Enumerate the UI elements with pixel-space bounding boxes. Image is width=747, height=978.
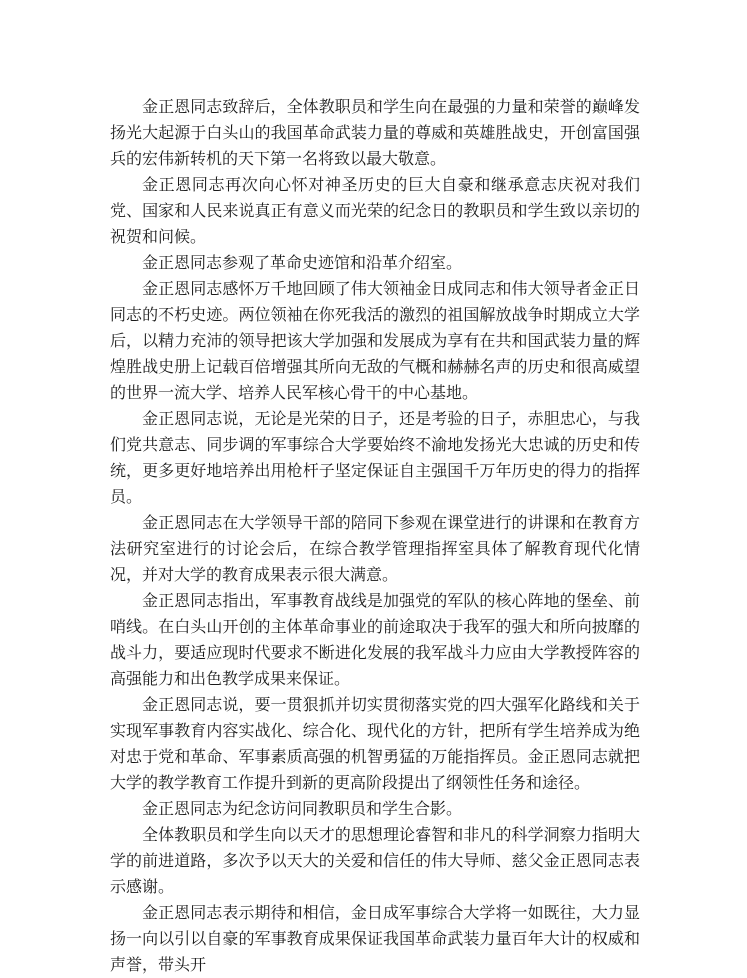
paragraph-4: 金正恩同志感怀万千地回顾了伟大领袖金日成同志和伟大领导者金正日同志的不朽史迹。两位领袖在你死我活的激烈的祖国解放战争时期成立大学后，以精力充沛的领导把该大学加强和发展成为享有在共和国武装力量的辉煌胜战史册上记载百倍增强其所向无敌的气概和赫赫名声的历史和很高威望的世界一流大学、培养人民军核心骨干的中心基地。	[110, 279, 640, 402]
paragraph-2: 金正恩同志再次向心怀对神圣历史的巨大自豪和继承意志庆祝对我们党、国家和人民来说真正有意义而光荣的纪念日的教职员和学生致以亲切的祝贺和问候。	[110, 175, 640, 246]
paragraph-8: 金正恩同志说，要一贯狠抓并切实贯彻落实党的四大强军化路线和关于实现军事教育内容实战化、综合化、现代化的方针，把所有学生培养成为绝对忠于党和革命、军事素质高强的机智勇猛的万能指挥员。金正恩同志就把大学的教学教育工作提升到新的更高阶段提出了纲领性任务和途径。	[110, 695, 640, 792]
paragraph-1: 金正恩同志致辞后，全体教职员和学生向在最强的力量和荣誉的巅峰发扬光大起源于白头山的我国革命武装力量的尊威和英雄胜战史，开创富国强兵的宏伟新转机的天下第一名将致以最大敬意。	[110, 97, 640, 168]
paragraph-10: 全体教职员和学生向以天才的思想理论睿智和非凡的科学洞察力指明大学的前进道路，多次予以天大的关爱和信任的伟大导师、慈父金正恩同志表示感谢。	[110, 825, 640, 896]
paragraph-7: 金正恩同志指出，军事教育战线是加强党的军队的核心阵地的堡垒、前哨线。在白头山开创的主体革命事业的前途取决于我军的强大和所向披靡的战斗力，要适应现时代要求不断进化发展的我军战斗力应由大学教授阵容的高强能力和出色教学成果来保证。	[110, 591, 640, 688]
paragraph-9: 金正恩同志为纪念访问同教职员和学生合影。	[142, 799, 463, 818]
document-body	[110, 94, 640, 978]
paragraph-3: 金正恩同志参观了革命史迹馆和沿革介绍室。	[142, 253, 463, 272]
paragraph-11: 金正恩同志表示期待和相信，金日成军事综合大学将一如既往，大力显扬一向以引以自豪的军事教育成果保证我国革命武装力量百年大计的权威和声誉，带头开	[110, 903, 640, 974]
paragraph-6: 金正恩同志在大学领导干部的陪同下参观在课堂进行的讲课和在教育方法研究室进行的讨论会后，在综合教学管理指挥室具体了解教育现代化情况，并对大学的教育成果表示很大满意。	[110, 513, 640, 584]
paragraph-5: 金正恩同志说，无论是光荣的日子，还是考验的日子，赤胆忠心，与我们党共意志、同步调的军事综合大学要始终不渝地发扬光大忠诚的历史和传统，更多更好地培养出用枪杆子坚定保证自主强国千万年历史的得力的指挥员。	[110, 409, 640, 506]
